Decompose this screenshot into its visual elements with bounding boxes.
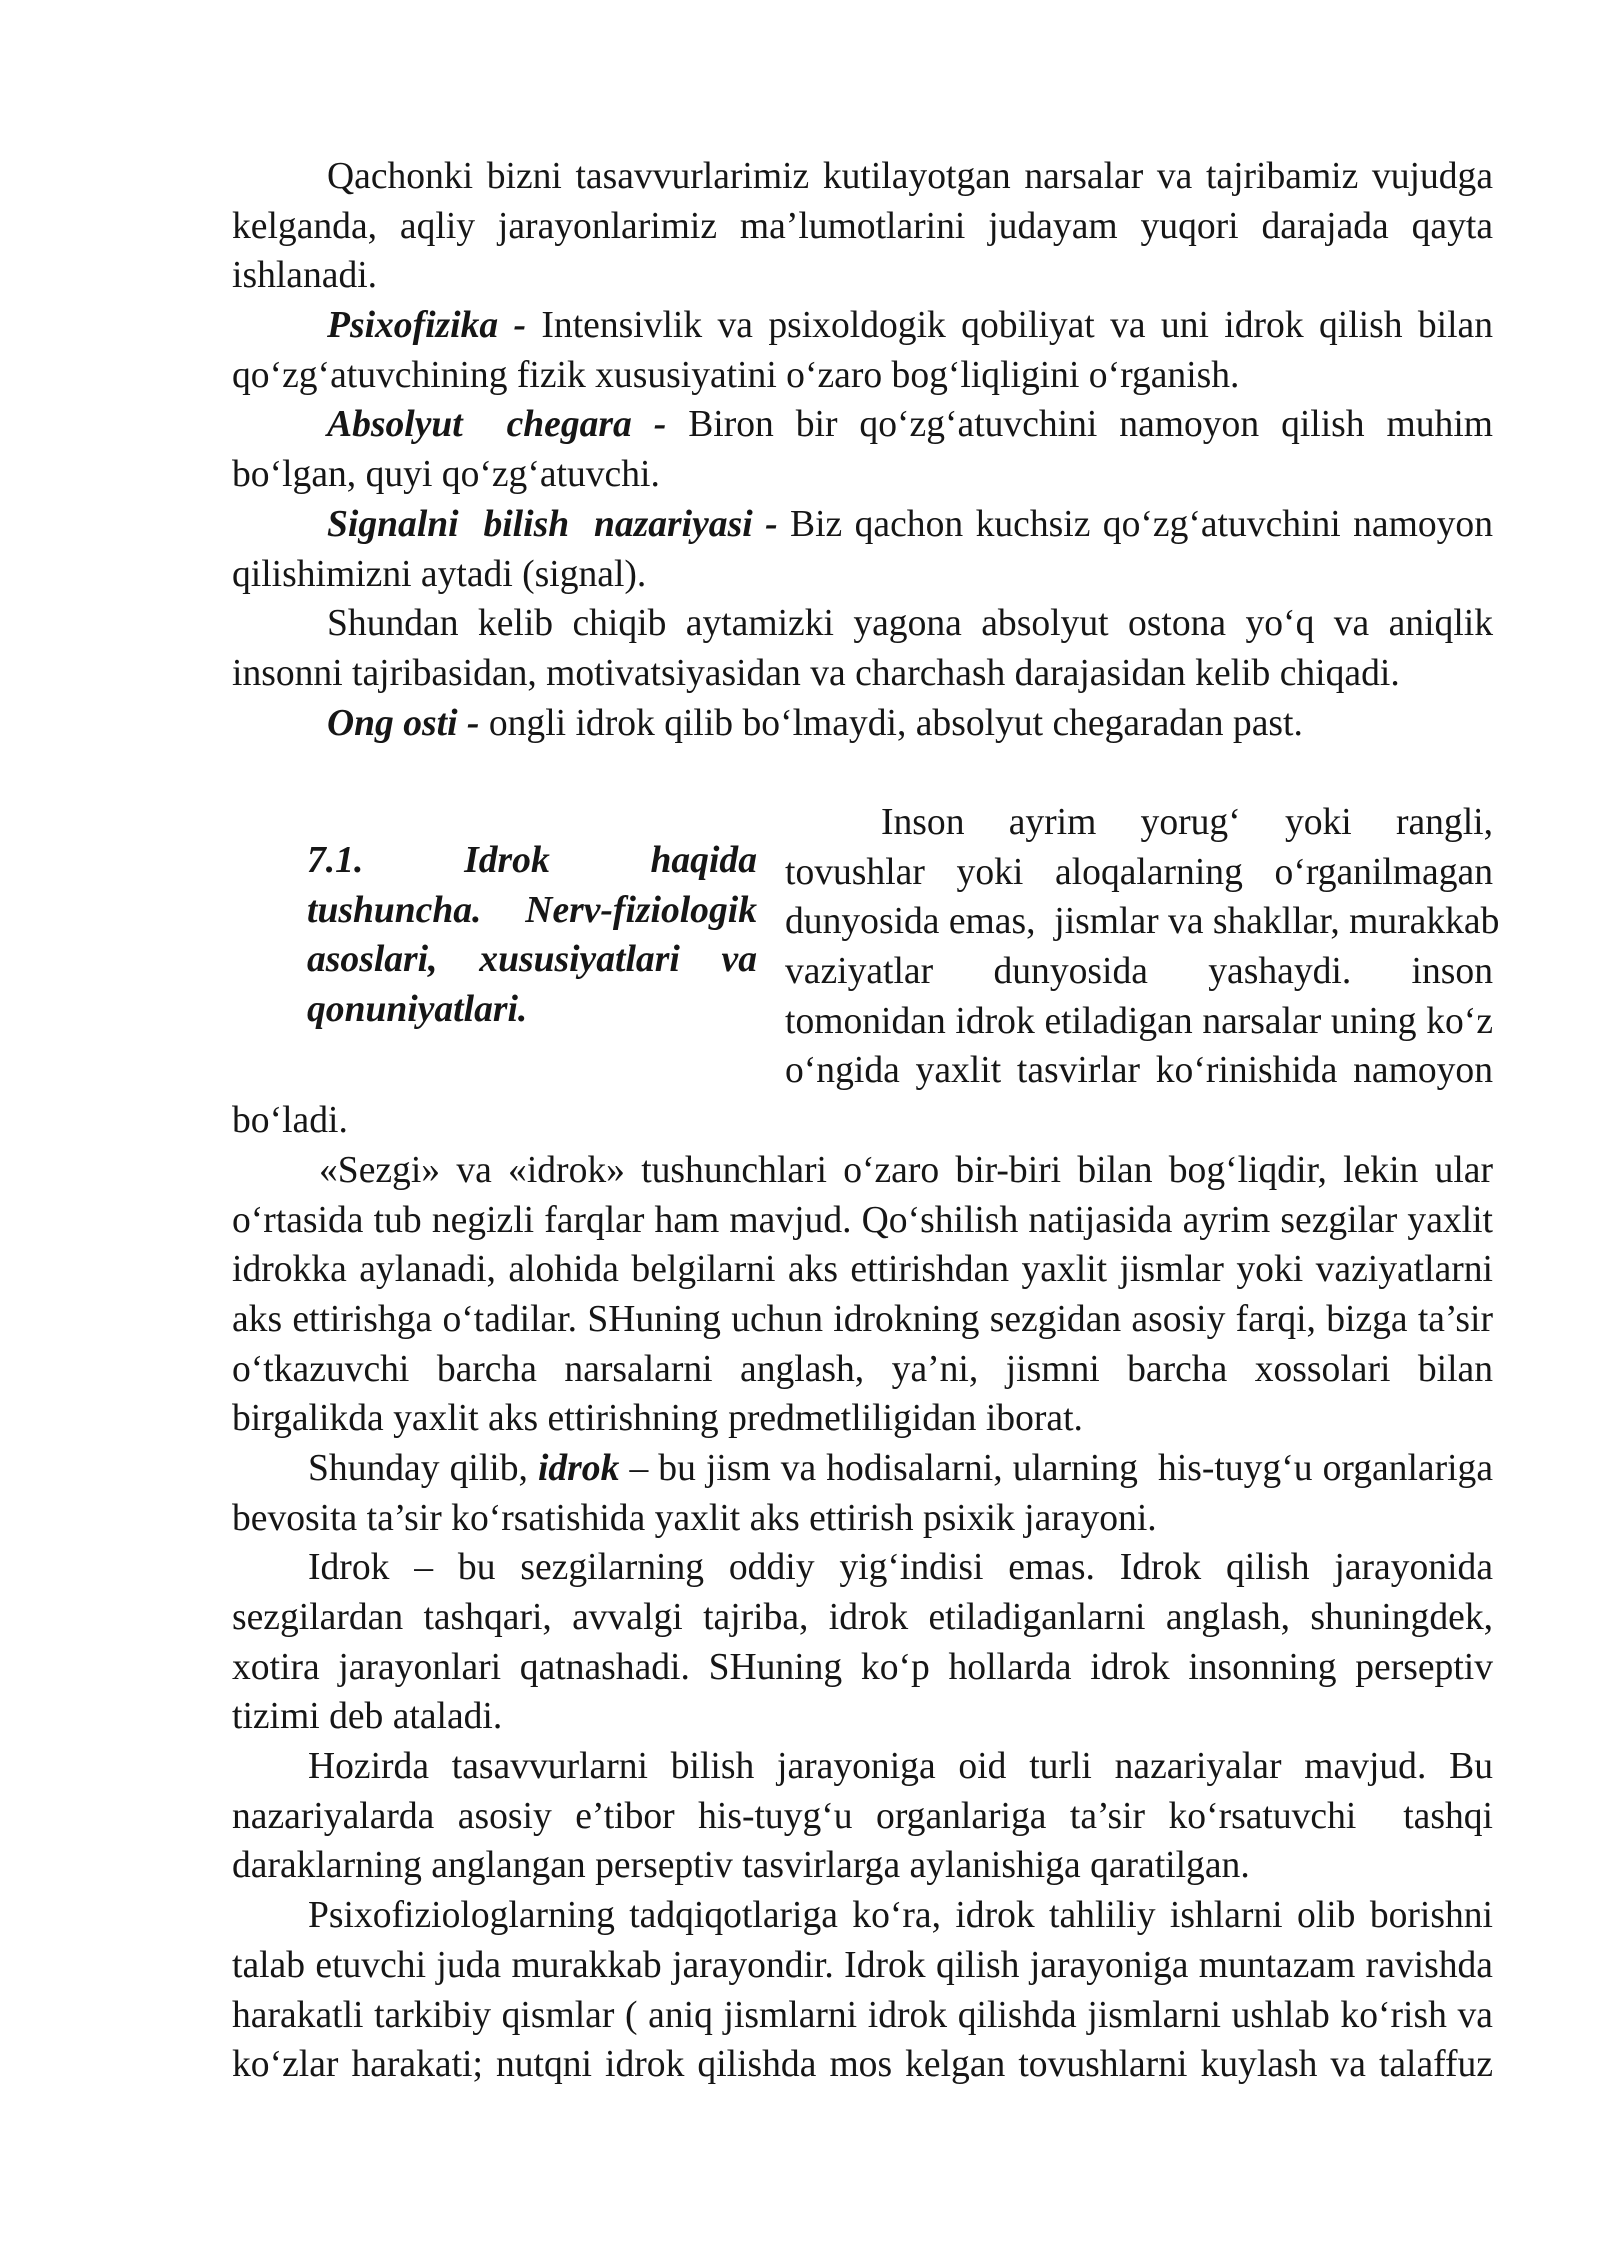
paragraph-line: birgalikda yaxlit aks ettirishning predmetliligidan iborat. [232, 1398, 1083, 1440]
paragraph-line: insonni tajribasidan, motivatsiyasidan va charchash darajasidan kelib chiqadi. [232, 652, 1400, 694]
paragraph [232, 1742, 1493, 1891]
definition-text: Intensivlik va psixoldogik qobiliyat va uni idrok qilish bilan [526, 305, 1493, 347]
paragraph-line: tizimi deb ataladi. [232, 1696, 503, 1738]
definition-paragraph [232, 699, 1493, 749]
paragraph [232, 1444, 1493, 1543]
paragraph-line: bo‘ladi. [232, 1100, 348, 1142]
paragraph-line: tomonidan idrok etiladigan narsalar uning ko‘z [785, 1000, 1493, 1042]
paragraph-line: ishlanadi. [232, 255, 378, 297]
definition-paragraph [232, 400, 1493, 499]
paragraph-line [232, 400, 1493, 450]
paragraph-line: aks ettirishga o‘tadilar. SHuning uchun idrokning sezgidan asosiy farqi, bizga ta’sir [232, 1298, 1493, 1340]
line-text: – bu jism va hodisalarni, ularning his-tuyg‘u organlariga [619, 1447, 1494, 1489]
paragraph [232, 152, 1493, 301]
paragraph-line: ko‘zlar harakati; nutqni idrok qilishda mos kelgan tovushlarni kuylash va talaffuz [232, 2044, 1493, 2086]
paragraph-line: harakatli tarkibiy qismlar ( aniq jismlarni idrok qilishda jismlarni ushlab ko‘rish va [232, 1994, 1493, 2036]
paragraph-line: Shundan kelib chiqib aytamizki yagona absolyut ostona yo‘q va aniqlik [327, 603, 1493, 645]
definition-paragraph [232, 500, 1493, 599]
section-block [232, 798, 1500, 1096]
paragraph-line: sezgilardan tashqari, avvalgi tajriba, idrok etiladiganlarni anglash, shuningdek, [232, 1597, 1493, 1638]
definition-text: Biron bir qo‘zg‘atuvchini namoyon qilish muhim [666, 404, 1493, 446]
section-heading-line: tushuncha. Nerv-fiziologik [307, 889, 757, 931]
section-heading-line: asoslari, xususiyatlari va [307, 939, 757, 981]
paragraph-line: tovushlar yoki aloqalarning o‘rganilmagan [785, 851, 1493, 893]
line-text: Shunday qilib, [308, 1447, 538, 1489]
paragraph-line: qilishimizni aytadi (signal). [232, 553, 647, 595]
defined-term: Psixofizika - [327, 305, 527, 347]
paragraph-line [232, 301, 1493, 351]
paragraph-line: talab etuvchi juda murakkab jarayondir. Idrok qilish jarayoniga muntazam ravishda [232, 1944, 1493, 1986]
paragraph-line: Inson ayrim yorug‘ yoki rangli, [881, 801, 1493, 843]
section-side-text [785, 798, 1500, 1096]
paragraph-line: bo‘lgan, quyi qo‘zg‘atuvchi. [232, 454, 660, 496]
section-heading-line: 7.1. Idrok haqida [307, 839, 757, 881]
paragraph-line: o‘tkazuvchi barcha narsalarni anglash, ya’ni, jismni barcha xossolari bilan [232, 1348, 1493, 1390]
paragraph-line: Hozirda tasavvurlarni bilish jarayoniga oid turli nazariyalar mavjud. Bu [308, 1746, 1493, 1788]
paragraph-line: nazariyalarda asosiy e’tibor his-tuyg‘u organlariga ta’sir ko‘rsatuvchi tashqi [232, 1795, 1493, 1837]
paragraph-line: kelganda, aqliy jarayonlarimiz ma’lumotlarini judayam yuqori darajada qayta [232, 205, 1493, 247]
definition-text: ongli idrok qilib bo‘lmaydi, absolyut chegaradan past. [479, 702, 1303, 744]
paragraph [232, 1146, 1493, 1444]
paragraph-line: qo‘zg‘atuvchining fizik xususiyatini o‘zaro bog‘liqligini o‘rganish. [232, 354, 1240, 396]
blank-line [232, 748, 1493, 798]
paragraph-line: Psixofiziologlarning tadqiqotlariga ko‘ra, idrok tahliliy ishlarni olib borishni [308, 1895, 1493, 1937]
definition-paragraph [232, 301, 1493, 400]
paragraph-line: Idrok – bu sezgilarning oddiy yig‘indisi emas. Idrok qilish jarayonida [308, 1547, 1493, 1589]
defined-term: idrok [537, 1447, 620, 1489]
page-body [232, 152, 1500, 2090]
paragraph-line: daraklarning anglangan perseptiv tasvirlarga aylanishiga qaratilgan. [232, 1845, 1250, 1887]
paragraph-line [232, 500, 1493, 550]
paragraph-line [232, 699, 1493, 749]
section-heading [307, 836, 757, 1035]
paragraph-line: idrokka aylanadi, alohida belgilarni aks ettirishdan yaxlit jismlar yoki vaziyatlarni [232, 1249, 1493, 1291]
paragraph-line: o‘rtasida tub negizli farqlar ham mavjud. Qo‘shilish natijasida ayrim sezgilar yaxlit [232, 1199, 1493, 1241]
definition-text: Biz qachon kuchsiz qo‘zg‘atuvchini namoyon [777, 503, 1493, 545]
paragraph-line: bevosita ta’sir ko‘rsatishida yaxlit aks ettirish psixik jarayoni. [232, 1497, 1157, 1539]
section-heading-line: qonuniyatlari. [307, 989, 528, 1030]
defined-term: Ong osti - [327, 702, 480, 744]
paragraph [232, 1891, 1493, 2090]
paragraph-line: vaziyatlar dunyosida yashaydi. inson [785, 951, 1493, 992]
paragraph-line: «Sezgi» va «idrok» tushunchlari o‘zaro bir-biri bilan bog‘liqdir, lekin ular [319, 1149, 1493, 1191]
paragraph [232, 1543, 1493, 1742]
paragraph-line [232, 1444, 1493, 1494]
paragraph-line: dunyosida emas, jismlar va shakllar, murakkab [785, 901, 1500, 943]
defined-term: Signalni bilish nazariyasi - [327, 503, 778, 545]
paragraph [232, 599, 1493, 698]
defined-term: Absolyut chegara - [327, 404, 667, 446]
paragraph-line: o‘ngida yaxlit tasvirlar ko‘rinishida namoyon [785, 1050, 1493, 1092]
paragraph-line: xotira jarayonlari qatnashadi. SHuning ko‘p hollarda idrok insonning perseptiv [232, 1646, 1493, 1688]
paragraph-line: Qachonki bizni tasavvurlarimiz kutilayotgan narsalar va tajribamiz vujudga [327, 156, 1493, 197]
